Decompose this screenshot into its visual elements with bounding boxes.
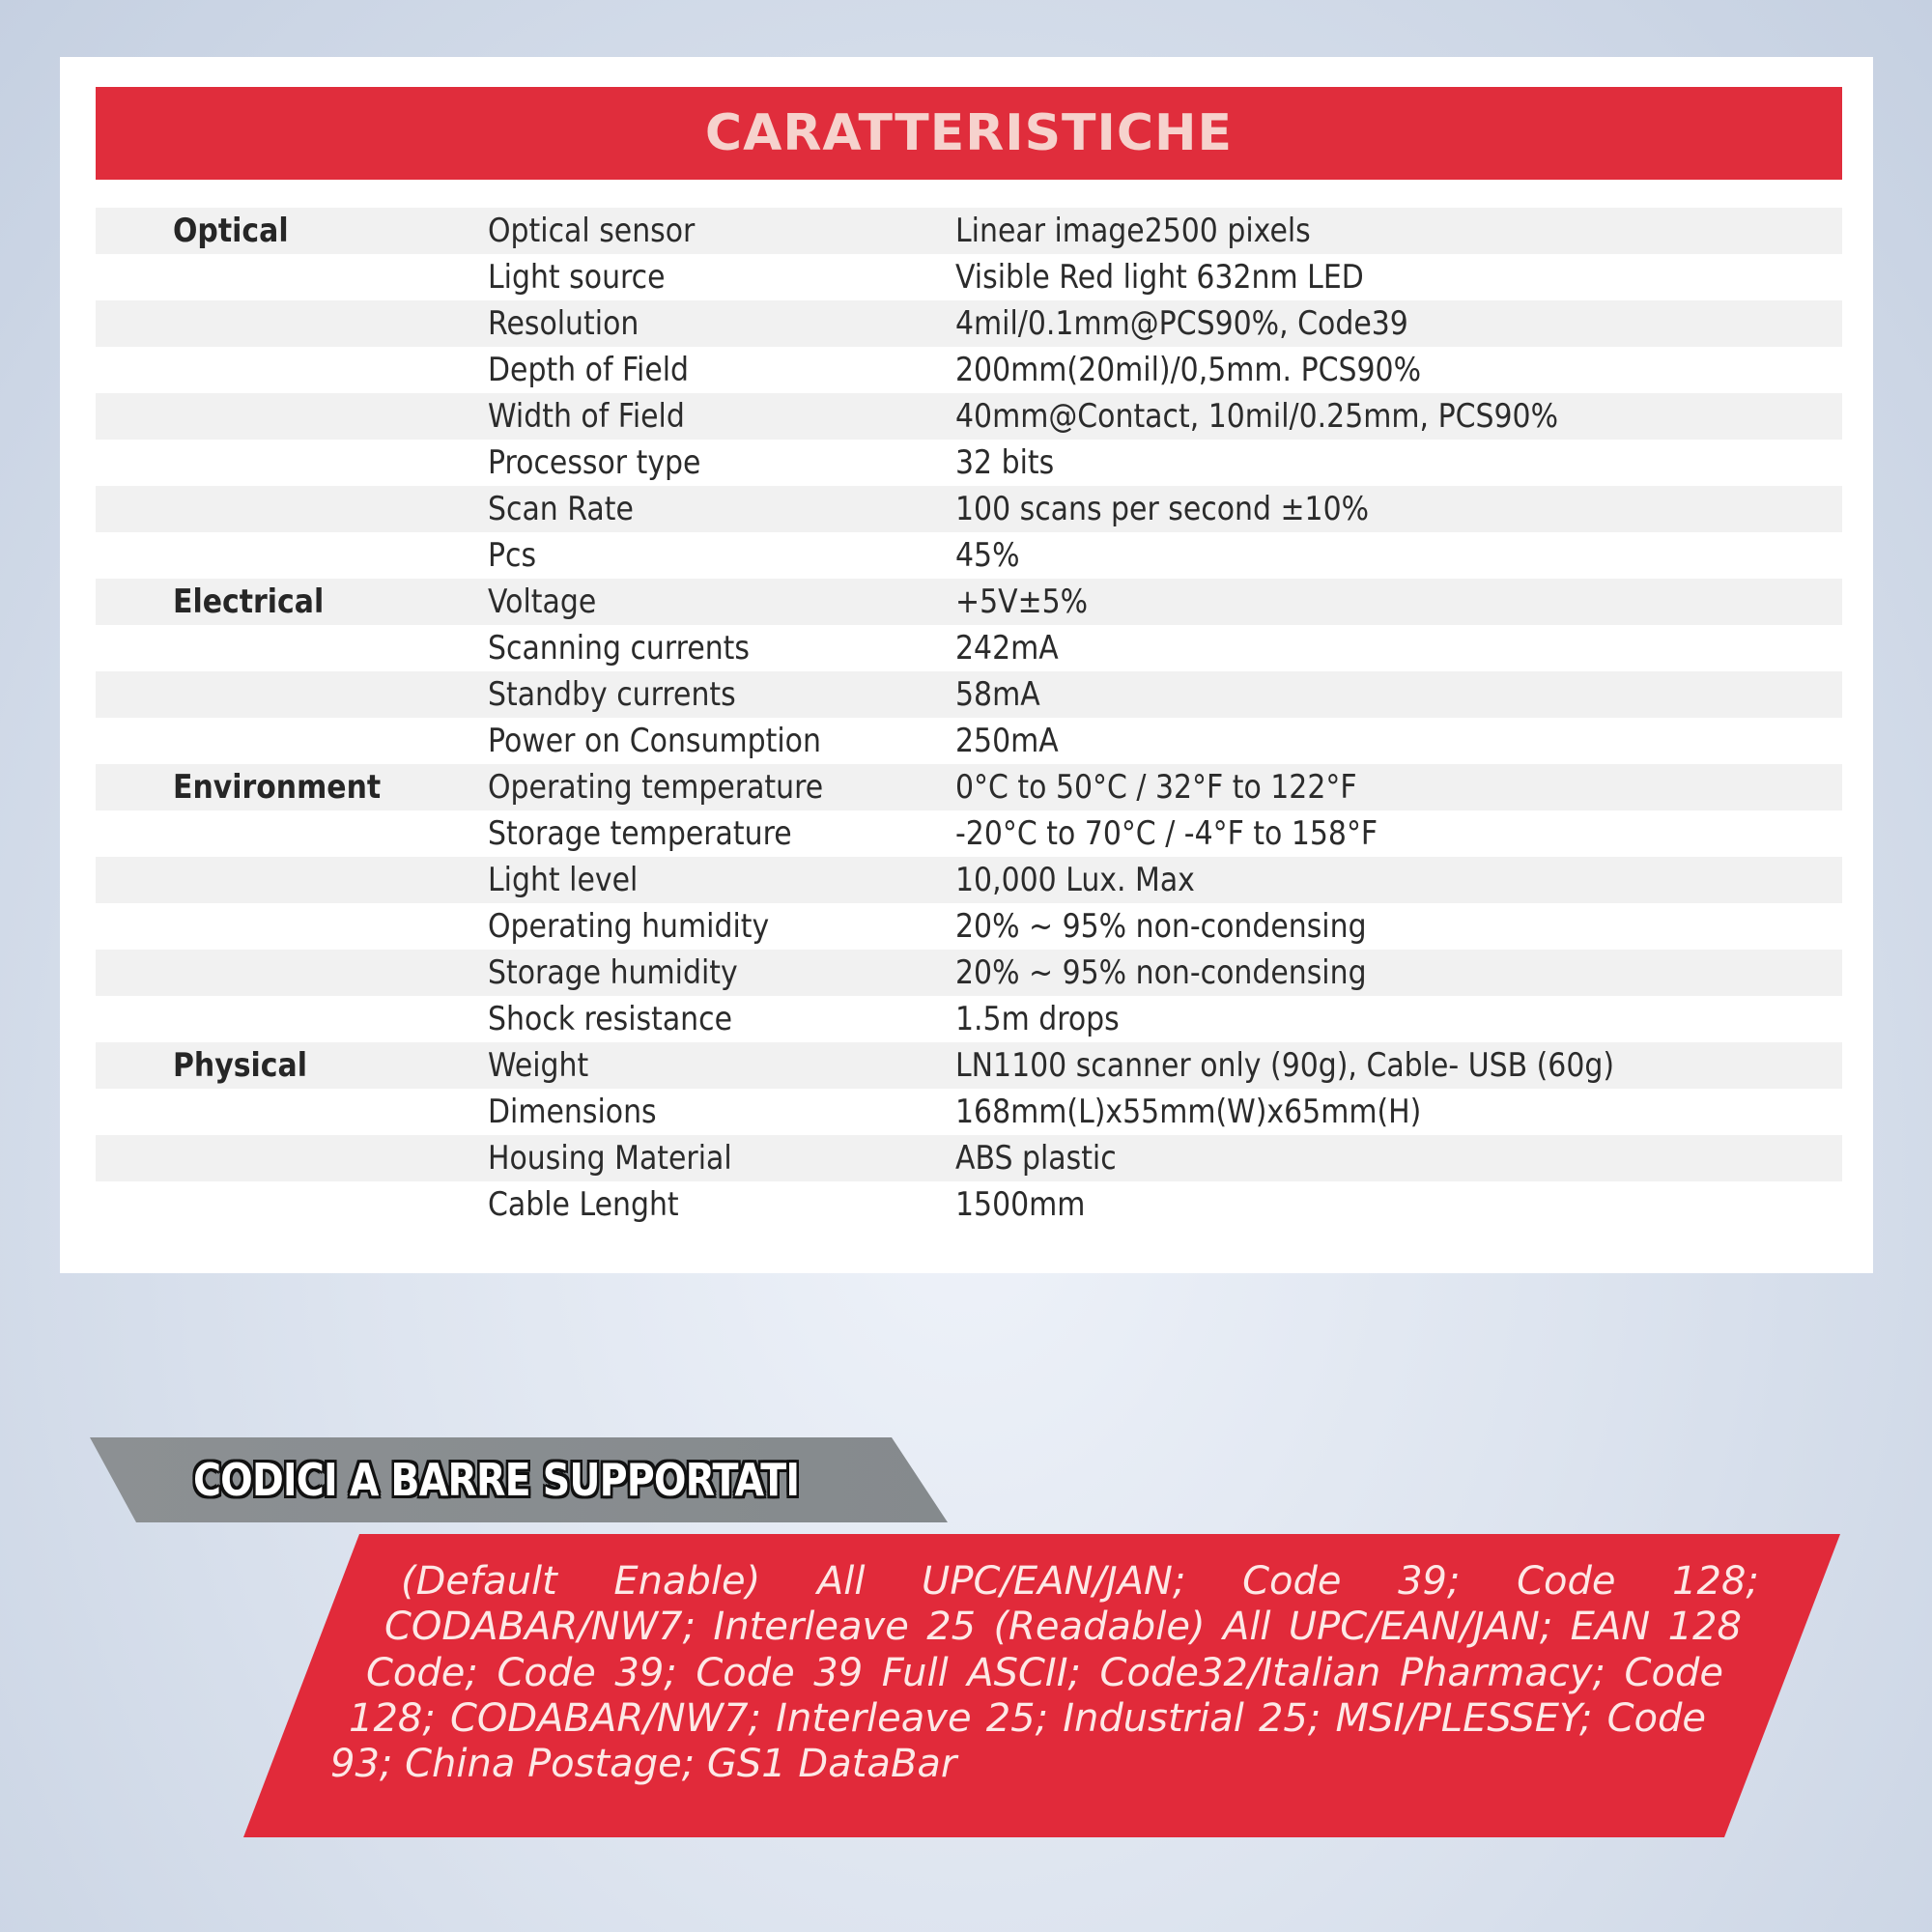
spec-label: Optical sensor — [488, 212, 696, 250]
barcodes-heading: CODICI A BARRE SUPPORTATI — [193, 1454, 800, 1506]
spec-label: Scan Rate — [488, 490, 634, 528]
barcode-word: UPC/EAN/JAN; — [922, 1559, 1186, 1604]
table-row — [96, 996, 1842, 1042]
table-row — [96, 347, 1842, 393]
barcode-line — [384, 1604, 1742, 1650]
table-row — [96, 903, 1842, 950]
spec-label: Storage humidity — [488, 953, 738, 992]
spec-category: Electrical — [173, 582, 325, 621]
barcode-word: Industrial — [1063, 1696, 1244, 1741]
barcode-line — [330, 1741, 956, 1787]
barcode-word: 93; China Postage; GS1 DataBar — [330, 1742, 957, 1786]
spec-category: Environment — [173, 768, 382, 807]
table-row — [96, 208, 1842, 254]
barcode-word: 25; — [985, 1696, 1049, 1741]
spec-value: 168mm(L)x55mm(W)x65mm(H) — [955, 1093, 1422, 1131]
table-row — [96, 300, 1842, 347]
barcode-line — [366, 1650, 1723, 1696]
barcode-word: Interleave — [713, 1605, 909, 1649]
barcode-word: Code — [497, 1651, 596, 1695]
spec-value: 1.5m drops — [955, 1000, 1120, 1038]
spec-label: Power on Consumption — [488, 722, 821, 760]
spec-value: Linear image2500 pixels — [955, 212, 1311, 250]
spec-value: LN1100 scanner only (90g), Cable- USB (60g) — [955, 1046, 1615, 1085]
spec-label: Light source — [488, 258, 666, 297]
spec-value: 4mil/0.1mm@PCS90%, Code39 — [955, 304, 1408, 343]
barcodes-text — [0, 1558, 1932, 1809]
barcode-line — [401, 1558, 1759, 1605]
spec-label: Pcs — [488, 536, 537, 575]
spec-value: 242mA — [955, 629, 1059, 668]
page-title: CARATTERISTICHE — [704, 104, 1234, 162]
spec-label: Weight — [488, 1046, 589, 1085]
barcode-word: 25; — [1258, 1696, 1321, 1741]
barcode-word: EAN — [1570, 1605, 1651, 1649]
barcode-word: Interleave — [776, 1696, 972, 1741]
spec-label: Shock resistance — [488, 1000, 732, 1038]
spec-value: 45% — [955, 536, 1020, 575]
spec-label: Dimensions — [488, 1093, 657, 1131]
barcode-word: 39 — [813, 1651, 864, 1695]
spec-value: 100 scans per second ±10% — [955, 490, 1370, 528]
table-row — [96, 810, 1842, 857]
table-row — [96, 671, 1842, 718]
spec-label: Processor type — [488, 443, 701, 482]
barcode-word: Enable) — [613, 1559, 761, 1604]
table-row — [96, 532, 1842, 579]
table-row — [96, 764, 1842, 810]
spec-value: 200mm(20mil)/0,5mm. PCS90% — [955, 351, 1421, 389]
spec-label: Resolution — [488, 304, 639, 343]
barcode-word: Code — [1242, 1559, 1342, 1604]
barcode-word: 128; — [349, 1696, 436, 1741]
barcode-word: All — [1222, 1605, 1271, 1649]
spec-label: Operating humidity — [488, 907, 770, 946]
barcode-word: Code — [1517, 1559, 1616, 1604]
barcode-word: CODABAR/NW7; — [384, 1605, 696, 1649]
table-row — [96, 254, 1842, 300]
title-bar — [96, 87, 1842, 180]
specifications-table — [96, 208, 1842, 1228]
spec-label: Cable Lenght — [488, 1185, 679, 1224]
barcode-word: 128; — [1672, 1559, 1759, 1604]
spec-value: 10,000 Lux. Max — [955, 861, 1195, 899]
table-row — [96, 950, 1842, 996]
barcode-word: ASCII; — [967, 1651, 1081, 1695]
barcode-word: UPC/EAN/JAN; — [1288, 1605, 1553, 1649]
barcode-word: 39; — [1398, 1559, 1461, 1604]
barcode-word: (Default — [401, 1559, 557, 1604]
barcode-word: Code — [1624, 1651, 1723, 1695]
table-row — [96, 486, 1842, 532]
spec-label: Housing Material — [488, 1139, 732, 1178]
barcode-word: Full — [881, 1651, 949, 1695]
spec-value: +5V±5% — [955, 582, 1089, 621]
spec-label: Depth of Field — [488, 351, 690, 389]
barcode-word: 25 — [926, 1605, 977, 1649]
spec-category: Physical — [173, 1046, 307, 1085]
spec-label: Storage temperature — [488, 814, 792, 853]
barcode-word: Code32/Italian — [1099, 1651, 1381, 1695]
spec-label: Operating temperature — [488, 768, 824, 807]
specifications-card — [60, 57, 1873, 1273]
spec-value: 0°C to 50°C / 32°F to 122°F — [955, 768, 1357, 807]
spec-value: 250mA — [955, 722, 1059, 760]
table-row — [96, 579, 1842, 625]
table-row — [96, 1042, 1842, 1089]
table-row — [96, 1089, 1842, 1135]
barcode-word: 39; — [614, 1651, 677, 1695]
spec-value: 1500mm — [955, 1185, 1086, 1224]
table-row — [96, 857, 1842, 903]
spec-label: Voltage — [488, 582, 597, 621]
spec-label: Width of Field — [488, 397, 685, 436]
spec-category: Optical — [173, 212, 289, 250]
spec-value: 32 bits — [955, 443, 1055, 482]
barcode-word: Pharmacy; — [1399, 1651, 1605, 1695]
barcode-word: (Readable) — [993, 1605, 1206, 1649]
spec-value: -20°C to 70°C / -4°F to 158°F — [955, 814, 1378, 853]
barcode-word: Code — [1606, 1696, 1706, 1741]
spec-value: ABS plastic — [955, 1139, 1117, 1178]
spec-value: 20% ~ 95% non-condensing — [955, 907, 1367, 946]
spec-label: Scanning currents — [488, 629, 751, 668]
barcode-word: 128 — [1667, 1605, 1742, 1649]
table-row — [96, 1181, 1842, 1228]
barcode-word: MSI/PLESSEY; — [1335, 1696, 1593, 1741]
spec-label: Standby currents — [488, 675, 736, 714]
table-row — [96, 625, 1842, 671]
barcode-word: CODABAR/NW7; — [449, 1696, 762, 1741]
barcode-line — [349, 1695, 1706, 1742]
table-row — [96, 393, 1842, 440]
barcode-word: All — [816, 1559, 866, 1604]
barcode-word: Code; — [366, 1651, 478, 1695]
spec-value: 20% ~ 95% non-condensing — [955, 953, 1367, 992]
table-row — [96, 718, 1842, 764]
spec-value: 40mm@Contact, 10mil/0.25mm, PCS90% — [955, 397, 1559, 436]
barcode-word: Code — [696, 1651, 795, 1695]
table-row — [96, 440, 1842, 486]
spec-value: 58mA — [955, 675, 1040, 714]
spec-label: Light level — [488, 861, 639, 899]
table-row — [96, 1135, 1842, 1181]
spec-value: Visible Red light 632nm LED — [955, 258, 1364, 297]
